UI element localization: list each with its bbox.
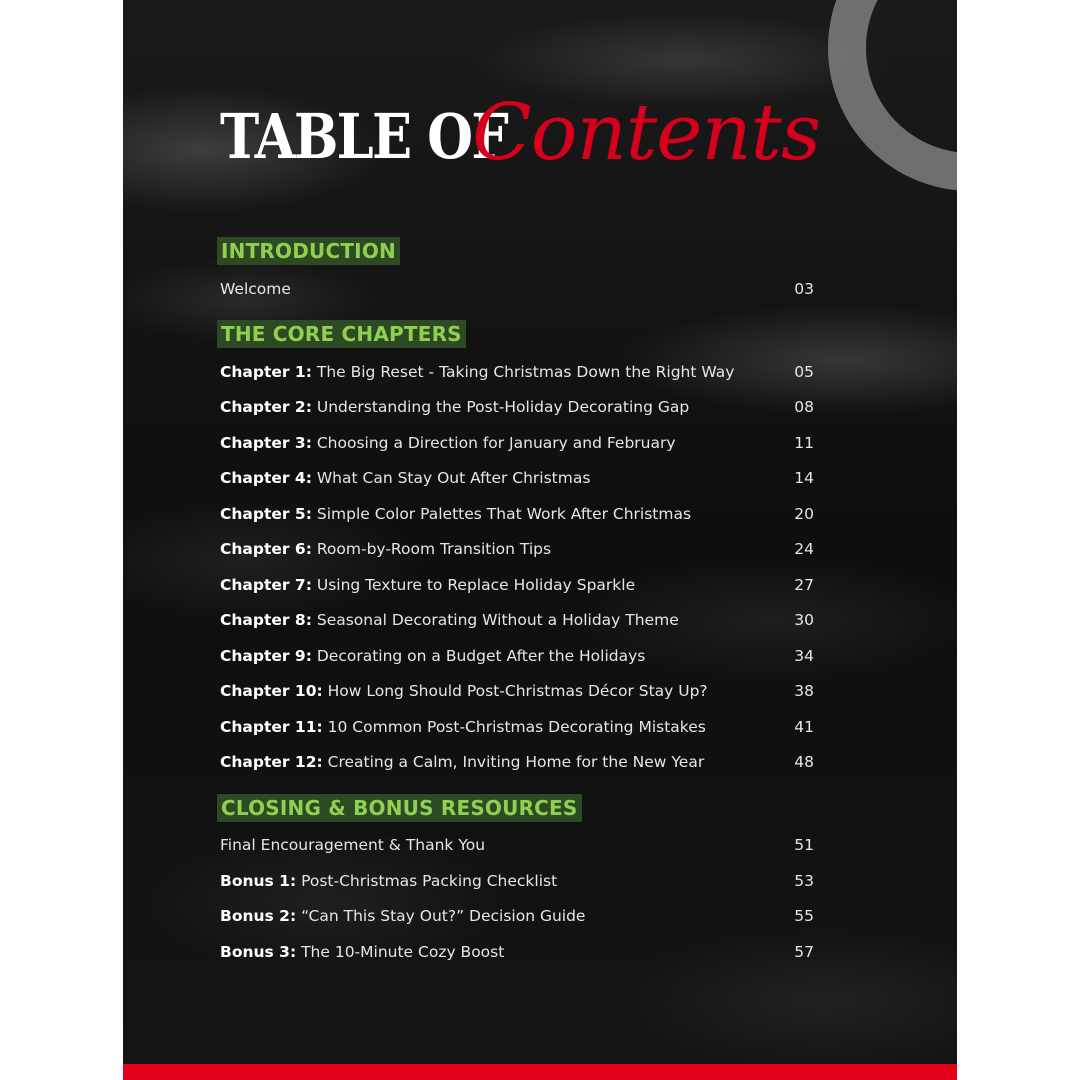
entry-title: Welcome [220, 280, 291, 298]
toc-entry[interactable] [220, 905, 814, 927]
entry-title: How Long Should Post-Christmas Décor Stay Up? [327, 682, 708, 700]
toc-entry[interactable] [220, 645, 814, 667]
entry-prefix: Chapter 2: [220, 398, 312, 416]
section-heading-closing-bonus: CLOSING & BONUS RESOURCES [217, 794, 582, 822]
entry-prefix: Chapter 7: [220, 576, 312, 594]
entry-page-number: 57 [794, 943, 814, 961]
entry-title: The 10-Minute Cozy Boost [301, 943, 505, 961]
title-plain: TABLE OF [220, 100, 508, 173]
entry-title: What Can Stay Out After Christmas [316, 469, 591, 487]
entry-page-number: 14 [794, 469, 814, 487]
entry-prefix: Chapter 9: [220, 647, 312, 665]
toc-entry[interactable] [220, 680, 814, 702]
toc-entry[interactable] [220, 574, 814, 596]
entry-page-number: 41 [794, 718, 814, 736]
entry-page-number: 27 [794, 576, 814, 594]
entry-page-number: 34 [794, 647, 814, 665]
entry-page-number: 38 [794, 682, 814, 700]
toc-page [123, 0, 957, 1080]
toc-entry[interactable] [220, 716, 814, 738]
entry-prefix: Chapter 8: [220, 611, 312, 629]
entry-title: Understanding the Post-Holiday Decorating Gap [316, 398, 690, 416]
toc-entry[interactable] [220, 751, 814, 773]
entry-title: “Can This Stay Out?” Decision Guide [301, 907, 586, 925]
accent-bar [123, 1064, 957, 1080]
entry-title: Post-Christmas Packing Checklist [301, 872, 558, 890]
toc-entry[interactable] [220, 503, 814, 525]
section-heading-core-chapters: THE CORE CHAPTERS [217, 320, 466, 348]
entry-prefix: Chapter 1: [220, 363, 312, 381]
entry-prefix: Bonus 3: [220, 943, 297, 961]
toc-entry[interactable] [220, 609, 814, 631]
toc-entry[interactable] [220, 278, 814, 300]
entry-page-number: 11 [794, 434, 814, 452]
entry-page-number: 30 [794, 611, 814, 629]
entry-prefix: Chapter 12: [220, 753, 323, 771]
entry-page-number: 05 [794, 363, 814, 381]
entry-title: Choosing a Direction for January and February [316, 434, 676, 452]
entry-page-number: 03 [794, 280, 814, 298]
decorative-ring [828, 0, 957, 191]
entry-page-number: 51 [794, 836, 814, 854]
entry-title: Simple Color Palettes That Work After Christmas [316, 505, 692, 523]
toc-entry[interactable] [220, 467, 814, 489]
entry-title: Creating a Calm, Inviting Home for the New Year [327, 753, 705, 771]
entry-page-number: 20 [794, 505, 814, 523]
entry-title: Seasonal Decorating Without a Holiday Theme [316, 611, 679, 629]
title-script: Contents [472, 88, 820, 178]
toc-entry[interactable] [220, 941, 814, 963]
entry-title: 10 Common Post-Christmas Decorating Mistakes [327, 718, 706, 736]
entry-prefix: Chapter 3: [220, 434, 312, 452]
entry-page-number: 08 [794, 398, 814, 416]
entry-title: The Big Reset - Taking Christmas Down the Right Way [316, 363, 735, 381]
entry-prefix: Chapter 10: [220, 682, 323, 700]
toc-entry[interactable] [220, 432, 814, 454]
entry-prefix: Chapter 5: [220, 505, 312, 523]
section-heading-introduction: INTRODUCTION [217, 237, 400, 265]
entry-prefix: Bonus 1: [220, 872, 297, 890]
entry-prefix: Chapter 6: [220, 540, 312, 558]
entry-prefix: Chapter 4: [220, 469, 312, 487]
entry-prefix: Chapter 11: [220, 718, 323, 736]
entry-prefix: Bonus 2: [220, 907, 297, 925]
toc-entry[interactable] [220, 870, 814, 892]
entry-title: Room-by-Room Transition Tips [316, 540, 552, 558]
entry-page-number: 53 [794, 872, 814, 890]
entry-page-number: 24 [794, 540, 814, 558]
toc-entry[interactable] [220, 361, 814, 383]
toc-entry[interactable] [220, 834, 814, 856]
toc-entry[interactable] [220, 538, 814, 560]
entry-title: Final Encouragement & Thank You [220, 836, 486, 854]
entry-page-number: 48 [794, 753, 814, 771]
toc-entry[interactable] [220, 396, 814, 418]
entry-title: Decorating on a Budget After the Holidays [316, 647, 646, 665]
entry-title: Using Texture to Replace Holiday Sparkle [316, 576, 636, 594]
page-title [220, 88, 820, 178]
entry-page-number: 55 [794, 907, 814, 925]
